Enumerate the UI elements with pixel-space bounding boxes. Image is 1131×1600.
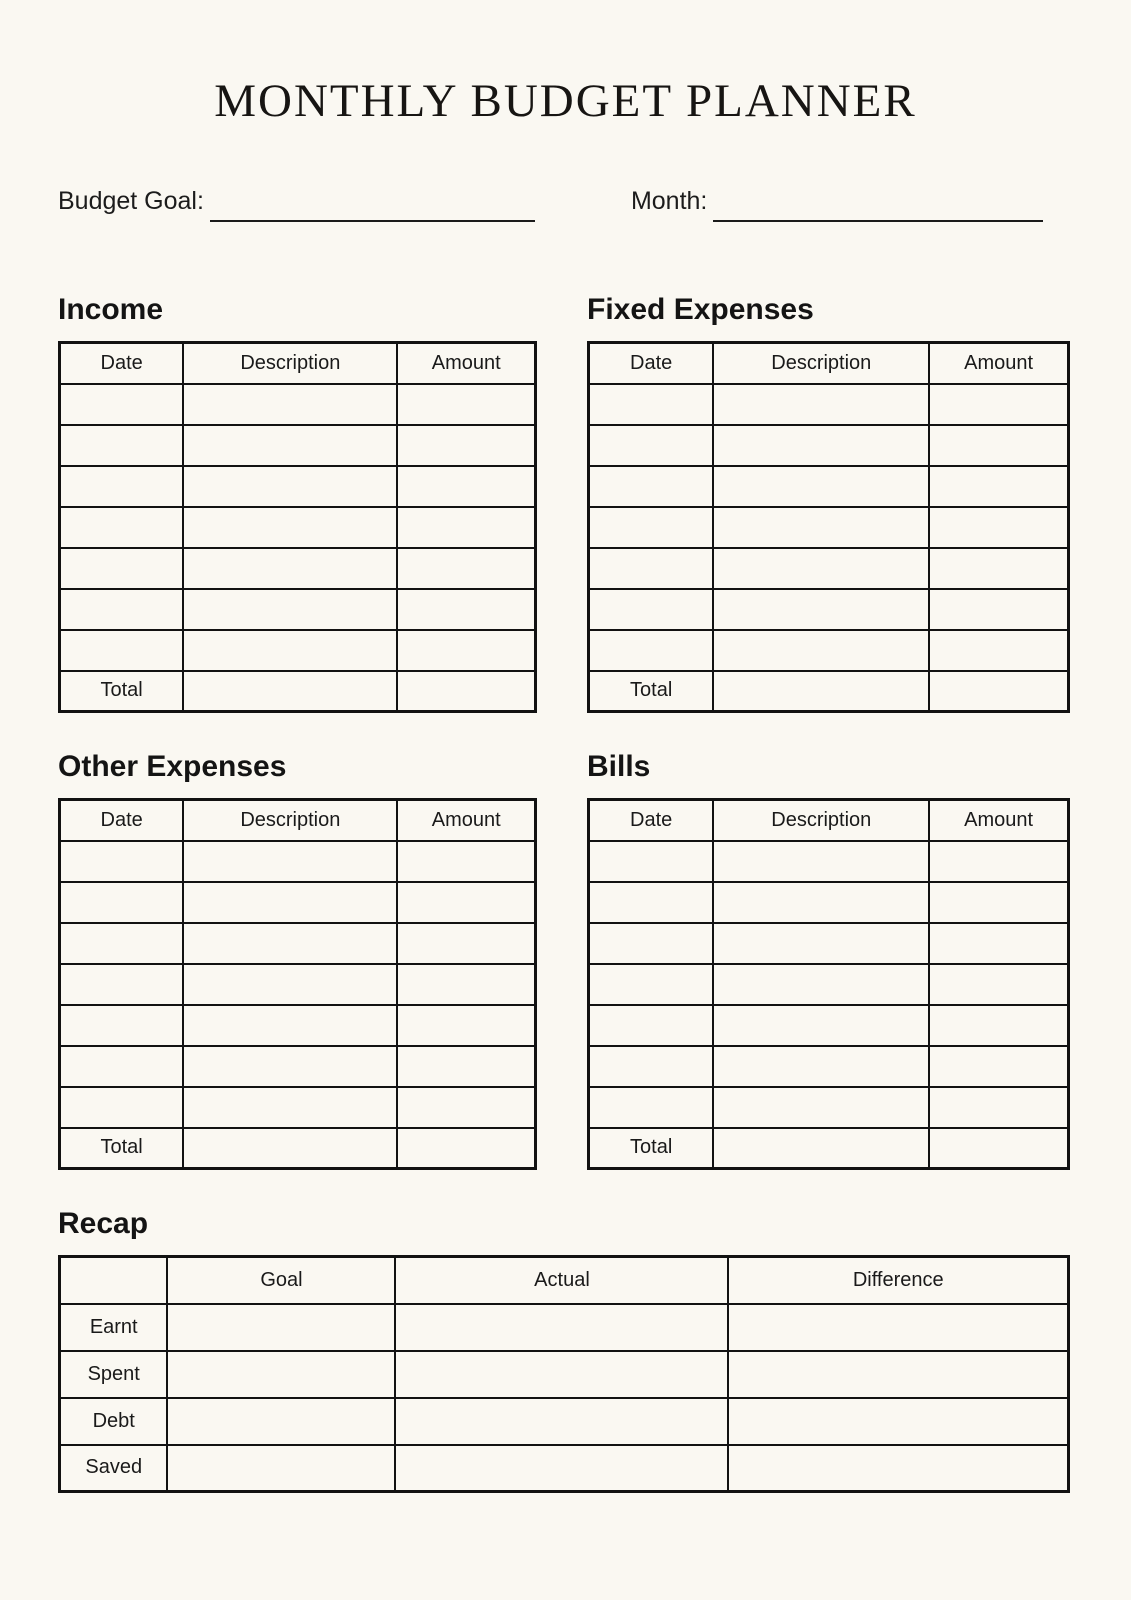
bills-total-label: Total [589,1128,714,1169]
bills-row [589,882,1069,923]
empty-cell [60,841,184,882]
income-row [60,589,536,630]
empty-cell [713,964,929,1005]
empty-cell [183,841,397,882]
empty-cell [397,507,535,548]
empty-cell [60,589,184,630]
empty-cell [713,548,929,589]
empty-cell [397,923,535,964]
empty-cell [397,548,535,589]
bills-row [589,841,1069,882]
bills-total-amount-cell [929,1128,1068,1169]
income-header-row [60,343,536,384]
empty-cell [397,589,535,630]
income-header-amount: Amount [397,343,535,384]
recap-value-cell [167,1398,395,1445]
recap-value-cell [395,1398,728,1445]
empty-cell [589,548,714,589]
empty-cell [929,548,1068,589]
other-expenses-row [60,964,536,1005]
header-fields [58,186,1070,224]
income-row [60,507,536,548]
fixed-expenses-total-description-cell [713,671,929,712]
other-expenses-row [60,1087,536,1128]
bills-row [589,1046,1069,1087]
other-expenses-table [58,798,537,1170]
empty-cell [713,589,929,630]
income-total-row [60,671,536,712]
fixed-expenses-header-description: Description [713,343,929,384]
empty-cell [713,841,929,882]
recap-value-cell [167,1304,395,1351]
empty-cell [397,964,535,1005]
income-total-description-cell [183,671,397,712]
spacer [535,186,631,224]
empty-cell [397,1046,535,1087]
fixed-expenses-row [589,548,1069,589]
empty-cell [589,507,714,548]
empty-cell [929,964,1068,1005]
other-expenses-header-description: Description [183,800,397,841]
empty-cell [589,1087,714,1128]
recap-value-cell [728,1304,1068,1351]
fixed-expenses-section [587,292,1070,713]
empty-cell [60,630,184,671]
other-expenses-row [60,841,536,882]
empty-cell [183,1087,397,1128]
income-row [60,384,536,425]
empty-cell [589,841,714,882]
empty-cell [397,425,535,466]
empty-cell [713,923,929,964]
empty-cell [60,964,184,1005]
empty-cell [589,1005,714,1046]
other-expenses-row [60,923,536,964]
empty-cell [713,1087,929,1128]
bills-row [589,964,1069,1005]
recap-row-label: Saved [60,1445,168,1492]
other-expenses-row [60,1046,536,1087]
empty-cell [713,1005,929,1046]
budget-goal-label: Budget Goal: [58,187,204,215]
recap-value-cell [728,1398,1068,1445]
budget-goal-line [210,186,535,222]
empty-cell [397,630,535,671]
empty-cell [183,923,397,964]
empty-cell [589,964,714,1005]
document-title: MONTHLY BUDGET PLANNER [214,75,917,127]
fixed-expenses-table [587,341,1070,713]
fixed-expenses-header-amount: Amount [929,343,1068,384]
recap-value-cell [167,1351,395,1398]
empty-cell [589,1046,714,1087]
empty-cell [589,589,714,630]
recap-row-spent [60,1351,1069,1398]
fixed-expenses-total-label: Total [589,671,714,712]
empty-cell [397,384,535,425]
empty-cell [713,882,929,923]
bills-total-description-cell [713,1128,929,1169]
empty-cell [589,425,714,466]
empty-cell [183,630,397,671]
recap-value-cell [167,1445,395,1492]
income-row [60,425,536,466]
empty-cell [929,384,1068,425]
bills-table [587,798,1070,1170]
other-expenses-heading: Other Expenses [58,750,287,783]
fixed-expenses-row [589,466,1069,507]
bills-section [587,749,1070,1170]
other-expenses-total-description-cell [183,1128,397,1169]
empty-cell [713,384,929,425]
recap-row-label: Spent [60,1351,168,1398]
empty-cell [589,466,714,507]
empty-cell [60,548,184,589]
fixed-expenses-row [589,630,1069,671]
recap-header-row [60,1257,1069,1304]
bills-row [589,923,1069,964]
empty-cell [929,630,1068,671]
empty-cell [183,1005,397,1046]
fixed-expenses-row [589,507,1069,548]
empty-cell [183,466,397,507]
empty-cell [713,1046,929,1087]
recap-header-actual: Actual [395,1257,728,1304]
other-expenses-total-amount-cell [397,1128,535,1169]
empty-cell [713,630,929,671]
recap-row-debt [60,1398,1069,1445]
empty-cell [589,882,714,923]
bills-header-description: Description [713,800,929,841]
empty-cell [397,466,535,507]
empty-cell [183,882,397,923]
empty-cell [183,964,397,1005]
empty-cell [397,841,535,882]
tables-grid [58,292,1070,1170]
empty-cell [60,384,184,425]
fixed-expenses-row [589,384,1069,425]
empty-cell [183,384,397,425]
fixed-expenses-row [589,589,1069,630]
recap-header-goal: Goal [167,1257,395,1304]
bills-row [589,1087,1069,1128]
recap-value-cell [395,1351,728,1398]
other-expenses-total-row [60,1128,536,1169]
empty-cell [929,507,1068,548]
recap-value-cell [728,1351,1068,1398]
bills-header-row [589,800,1069,841]
empty-cell [60,1087,184,1128]
other-expenses-header-date: Date [60,800,184,841]
income-table [58,341,537,713]
empty-cell [929,589,1068,630]
other-expenses-section [58,749,537,1170]
recap-row-label: Earnt [60,1304,168,1351]
income-total-label: Total [60,671,184,712]
empty-cell [929,1087,1068,1128]
empty-cell [60,507,184,548]
fixed-expenses-total-amount-cell [929,671,1068,712]
empty-cell [60,882,184,923]
empty-cell [60,466,184,507]
empty-cell [183,425,397,466]
recap-value-cell [395,1445,728,1492]
other-expenses-header-amount: Amount [397,800,535,841]
empty-cell [713,466,929,507]
empty-cell [929,466,1068,507]
empty-cell [183,507,397,548]
recap-heading: Recap [58,1207,149,1240]
recap-row-saved [60,1445,1069,1492]
income-total-amount-cell [397,671,535,712]
recap-row-label: Debt [60,1398,168,1445]
income-heading: Income [58,293,164,326]
empty-cell [589,630,714,671]
income-header-date: Date [60,343,184,384]
empty-cell [183,548,397,589]
empty-cell [713,425,929,466]
recap-header-difference: Difference [728,1257,1068,1304]
empty-cell [397,882,535,923]
empty-cell [397,1005,535,1046]
fixed-expenses-row [589,425,1069,466]
recap-value-cell [728,1445,1068,1492]
empty-cell [183,1046,397,1087]
empty-cell [929,923,1068,964]
recap-table [58,1255,1070,1493]
fixed-expenses-total-row [589,671,1069,712]
empty-cell [713,507,929,548]
empty-cell [60,1005,184,1046]
empty-cell [60,1046,184,1087]
month-line [713,186,1043,222]
empty-cell [929,841,1068,882]
fixed-expenses-header-date: Date [589,343,714,384]
empty-cell [929,1005,1068,1046]
fixed-expenses-header-row [589,343,1069,384]
income-row [60,466,536,507]
bills-header-amount: Amount [929,800,1068,841]
bills-header-date: Date [589,800,714,841]
recap-section [58,1206,1070,1493]
empty-cell [589,384,714,425]
fixed-expenses-heading: Fixed Expenses [587,293,814,326]
income-section [58,292,537,713]
empty-cell [60,923,184,964]
empty-cell [929,882,1068,923]
empty-cell [60,425,184,466]
income-row [60,630,536,671]
income-header-description: Description [183,343,397,384]
bills-total-row [589,1128,1069,1169]
empty-cell [929,425,1068,466]
income-row [60,548,536,589]
other-expenses-row [60,882,536,923]
other-expenses-row [60,1005,536,1046]
month-label: Month: [630,187,708,215]
recap-header-blank [60,1257,168,1304]
other-expenses-header-row [60,800,536,841]
bills-row [589,1005,1069,1046]
recap-row-earnt [60,1304,1069,1351]
empty-cell [929,1046,1068,1087]
empty-cell [589,923,714,964]
bills-heading: Bills [587,750,651,783]
empty-cell [183,589,397,630]
empty-cell [397,1087,535,1128]
recap-value-cell [395,1304,728,1351]
other-expenses-total-label: Total [60,1128,184,1169]
